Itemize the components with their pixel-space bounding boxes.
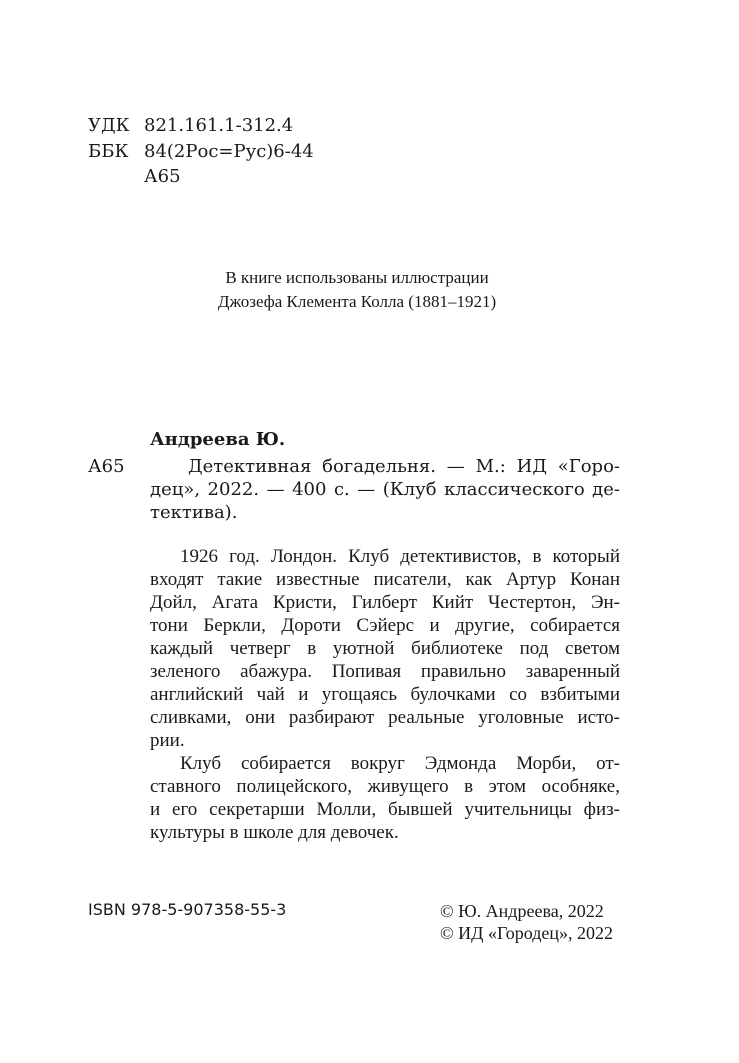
bbk-label: ББК <box>88 141 129 162</box>
bib-cutter: А65 <box>88 456 125 477</box>
copyright-author: © Ю. Андреева, 2022 <box>440 901 604 921</box>
annotation-line: входят такие известные писатели, как Артур Конан <box>150 569 620 590</box>
annotation-line: зеленого абажура. Попивая правильно заваренный <box>150 661 620 682</box>
bib-line-3: тектива). <box>150 502 238 523</box>
cutter-row <box>88 165 181 189</box>
annotation-line: английский чай и угощаясь булочками со взбитыми <box>150 684 620 705</box>
annotation-line: ставного полицейского, живущего в этом особняке, <box>150 776 620 797</box>
author-heading: Андреева Ю. <box>150 429 286 450</box>
annotation-line: тони Беркли, Дороти Сэйерс и другие, собирается <box>150 615 620 636</box>
bib-line-1: Детективная богадельня. — М.: ИД «Горо- <box>188 456 620 477</box>
annotation-line: 1926 год. Лондон. Клуб детективистов, в который <box>180 546 620 567</box>
annotation-line: культуры в школе для девочек. <box>150 822 399 843</box>
copyright-publisher: © ИД «Городец», 2022 <box>440 923 614 943</box>
annotation-line: Дойл, Агата Кристи, Гилберт Кийт Честертон, Эн- <box>150 592 620 613</box>
udk-label: УДК <box>88 115 130 136</box>
bbk-row <box>88 140 314 164</box>
bib-line-2: дец», 2022. — 400 с. — (Клуб классического де- <box>150 479 620 500</box>
bbk-value: 84(2Рос=Рус)6-44 <box>144 141 314 162</box>
cutter-code: А65 <box>144 166 181 187</box>
illustrations-note-line-1: В книге использованы иллюстрации <box>225 268 489 287</box>
annotation-line: Клуб собирается вокруг Эдмонда Морби, от- <box>180 753 620 774</box>
illustrations-note-line-2: Джозефа Клемента Колла (1881–1921) <box>217 292 497 311</box>
udk-row <box>88 114 293 138</box>
annotation-line: каждый четверг в уютной библиотеке под светом <box>150 638 620 659</box>
annotation-line: и его секретарши Молли, бывшей учительницы физ- <box>150 799 620 820</box>
annotation-line: рии. <box>150 730 185 751</box>
udk-value: 821.161.1-312.4 <box>144 115 294 136</box>
isbn: ISBN 978-5-907358-55-3 <box>88 900 287 919</box>
annotation-line: сливками, они разбирают реальные уголовные исто- <box>150 707 620 728</box>
